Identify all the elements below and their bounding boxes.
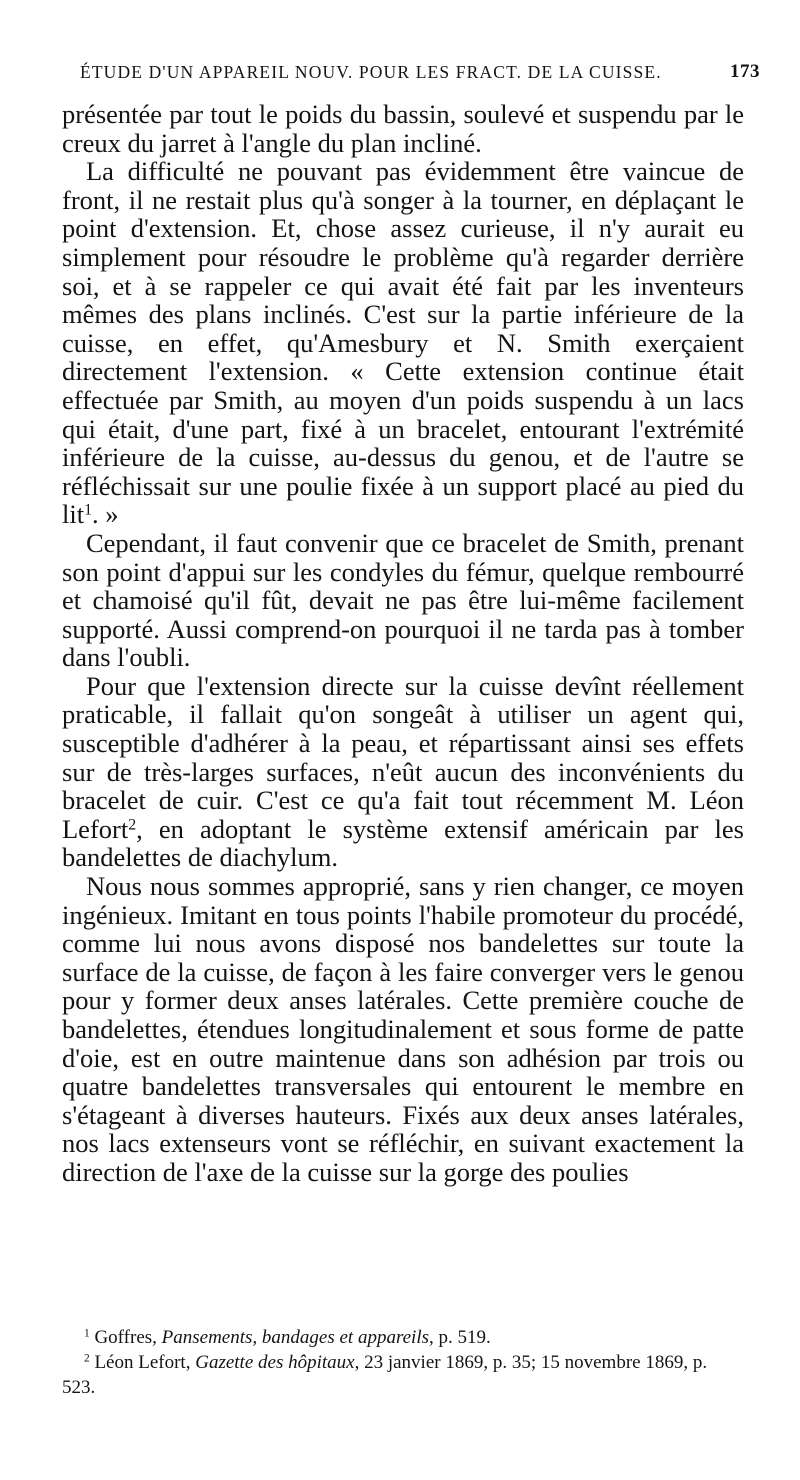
paragraph-text: Pour que l'extension directe sur la cuisse devînt réellement praticable, il fallait qu'on songeât à utiliser un agent qui, susceptible d'adhérer à la peau, et répartissant ainsi ses effets sur de très-larges surfaces, n'eût aucun des inconvénients du bracelet de cuir. C'est ce qu'a fait tout récemment M. Léon Lefort: [62, 670, 744, 844]
paragraph: [62, 872, 744, 1187]
footnote-title: Pansements, bandages et appareils: [161, 1327, 430, 1348]
footnote-rest: , 23 janvier 1869, p. 35; 15 novembre 1869, p. 523.: [62, 1352, 708, 1398]
footnote-reference: 1: [84, 501, 93, 519]
footnote-author: Léon Lefort,: [94, 1352, 196, 1373]
paragraph-text: La difficulté ne pouvant pas évidemment être vaincue de front, il ne restait plus qu'à songer à la tourner, en déplaçant le point d'extension. Et, chose assez curieuse, il n'y aurait eu simplement pour résoudre le problème qu'à regarder derrière soi, et à se rappeler ce qui avait été fait par les inventeurs mêmes des plans inclinés. C'est sur la partie inférieure de la cuisse, en effet, qu'Amesbury et N. Smith exerçaient directement l'extension. « Cette extension continue était effectuée par Smith, au moyen d'un poids suspendu à un lacs qui était, d'une part, fixé à un bracelet, entourant l'extrémité inférieure de la cuisse, au-dessus du genou, et de l'autre se réfléchissait sur une poulie fixée à un support placé au pied du lit: [62, 156, 744, 530]
paragraph-text: . »: [92, 499, 119, 530]
footnote-marker: 2: [84, 1352, 90, 1365]
running-title: ÉTUDE D'UN APPAREIL NOUV. POUR LES FRACT. DE LA CUISSE.: [80, 62, 662, 82]
footnote: [62, 1350, 744, 1400]
paragraph: [62, 157, 744, 529]
running-header: [80, 58, 760, 86]
footnote-reference: 2: [128, 816, 137, 834]
paragraph-text: Cependant, il faut convenir que ce bracelet de Smith, prenant son point d'appui sur les condyles du fémur, quelque rembourré et chamoisé qu'il fût, devait ne pas être lui-même facilement supporté. Aussi comprend-on pourquoi il ne tarda pas à tomber dans l'oubli.: [62, 527, 744, 673]
footnote: [62, 1325, 744, 1350]
paragraph-text: , en adoptant le système extensif américain par les bandelettes de diachylum.: [62, 813, 744, 873]
page-number: 173: [730, 61, 760, 82]
footnote-marker: 1: [84, 1327, 90, 1340]
footnotes: [62, 1325, 744, 1400]
paragraph: [62, 672, 744, 872]
paragraph-text: présentée par tout le poids du bassin, soulevé et suspendu par le creux du jarret à l'angle du plan incliné.: [62, 99, 744, 158]
footnote-rest: , p. 519.: [429, 1327, 491, 1348]
footnote-title: Gazette des hôpitaux: [195, 1352, 355, 1373]
paragraph: [62, 529, 744, 672]
footnote-author: Goffres,: [94, 1327, 162, 1348]
paragraph-text: Nous nous sommes approprié, sans y rien changer, ce moyen ingénieux. Imitant en tous points l'habile promoteur du procédé, comme lui nous avons disposé nos bandelettes sur toute la surface de la cuisse, de façon à les faire converger vers le genou pour y former deux anses latérales. Cette première couche de bandelettes, étendues longitudinalement et sous forme de patte d'oie, est en outre maintenue dans son adhésion par trois ou quatre bandelettes transversales qui entourent le membre en s'étageant à diverses hauteurs. Fixés aux deux anses latérales, nos lacs extenseurs vont se réfléchir, en suivant exactement la direction de l'axe de la cuisse sur la gorge des poulies: [62, 871, 744, 1187]
paragraph-continued: [62, 100, 744, 157]
body-text: [62, 100, 744, 1187]
